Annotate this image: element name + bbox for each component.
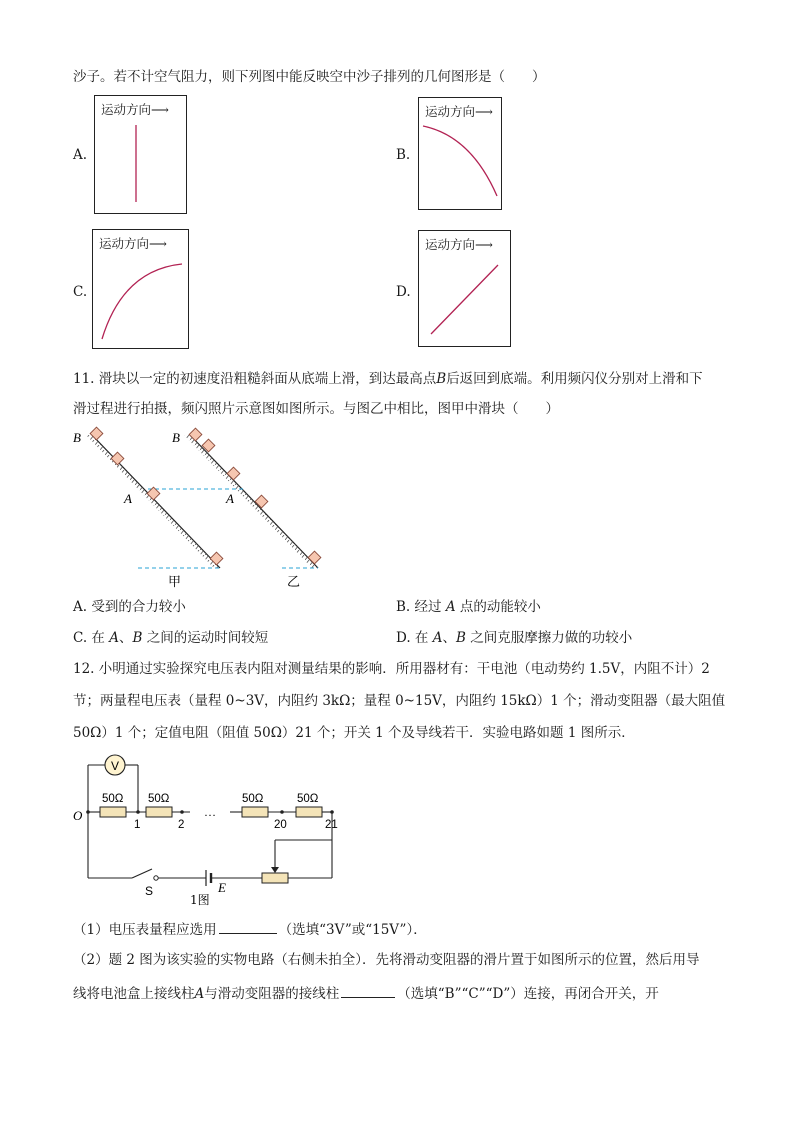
ellipsis: … xyxy=(204,805,216,819)
arrow-right-icon: ⟶ xyxy=(151,102,169,117)
resistor-label: 50Ω xyxy=(297,793,319,805)
node-label: 2 xyxy=(178,819,185,831)
motion-direction-label: 运动方向⟶ xyxy=(99,236,167,251)
q12-line2: 节；两量程电压表（量程 0~3V，内阻约 3kΩ；量程 0~15V，内阻约 15kΩ）1 个；滑动变阻器（最大阻值 xyxy=(73,693,726,709)
label-a-left: A xyxy=(124,491,132,506)
q10-option-a-letter: A. xyxy=(73,147,88,163)
q10-option-c-figure xyxy=(92,229,189,349)
q11-incline-figure xyxy=(70,425,330,593)
q12-sub2-line1: （2）题 2 图为该实验的实物电路（右侧未拍全）．先将滑动变阻器的滑片置于如图所示的位置，然后用导 xyxy=(73,952,700,968)
q10-option-d-letter: D. xyxy=(396,284,411,300)
label-a-right: A xyxy=(226,491,234,506)
q10-intro: 沙子。若不计空气阻力，则下列图中能反映空中沙子排列的几何图形是（ ） xyxy=(73,69,546,85)
q11-option-c: C. 在 A、B 之间的运动时间较短 xyxy=(73,630,269,646)
sand-line-diagonal xyxy=(431,265,498,334)
q10-option-b-letter: B. xyxy=(396,147,411,163)
q10-option-c-letter: C. xyxy=(73,284,88,300)
q12-sub1: （1）电压表量程应选用 （选填“3V”或“15V”）． xyxy=(73,919,427,939)
sand-curve-down xyxy=(423,126,497,196)
sand-curve-up xyxy=(102,264,182,339)
switch-label: S xyxy=(145,884,154,898)
q11-line2: 滑过程进行拍摄，频闪照片示意图如图所示。与图乙中相比，图甲中滑块（ ） xyxy=(73,401,559,417)
answer-blank-1[interactable] xyxy=(219,919,277,934)
answer-blank-2[interactable] xyxy=(341,983,395,998)
node-label: 20 xyxy=(274,819,287,831)
q11-option-b: B. 经过 A 点的动能较小 xyxy=(396,599,541,615)
node-label: 1 xyxy=(134,819,141,831)
resistor xyxy=(296,807,322,817)
battery-label: E xyxy=(218,880,226,895)
q12-line3: 50Ω）1 个；定值电阻（阻值 50Ω）21 个；开关 1 个及导线若干．实验电路如题 1 图所示． xyxy=(73,725,635,741)
q10-option-d-figure xyxy=(418,230,511,347)
q11-option-d: D. 在 A、B 之间克服摩擦力做的功较小 xyxy=(396,630,633,646)
resistor xyxy=(146,807,172,817)
q12-sub2-line2: 线将电池盒上接线柱A与滑动变阻器的接线柱 （选填“B”“C”“D”）连接，再闭合开关，开 xyxy=(73,983,659,1003)
q12-line1: 12. 小明通过实验探究电压表内阻对测量结果的影响．所用器材有：干电池（电动势约 1.5V，内阻不计）2 xyxy=(73,661,710,677)
q11-option-a: A. 受到的合力较小 xyxy=(73,599,186,615)
node-label: 21 xyxy=(325,819,338,831)
q11-line1: 11. 滑块以一定的初速度沿粗糙斜面从底端上滑，到达最高点B后返回到底端。利用频闪仪分别对上滑和下 xyxy=(73,371,703,387)
resistor-label: 50Ω xyxy=(148,793,170,805)
motion-direction-label: 运动方向⟶ xyxy=(425,104,493,119)
resistor-label: 50Ω xyxy=(242,793,264,805)
motion-direction-label: 运动方向⟶ xyxy=(425,237,493,252)
resistor-label: 50Ω xyxy=(102,793,124,805)
rheostat xyxy=(262,873,288,883)
resistor xyxy=(242,807,268,817)
voltmeter-label: V xyxy=(111,759,120,773)
switch-icon xyxy=(132,869,152,878)
circuit-caption: 1图 xyxy=(190,893,210,907)
label-b-right: B xyxy=(172,430,180,445)
q12-circuit-diagram xyxy=(70,750,340,910)
arrow-right-icon: ⟶ xyxy=(149,236,167,251)
label-b-left: B xyxy=(73,430,81,445)
motion-direction-label: 运动方向⟶ xyxy=(101,102,169,117)
caption-jia: 甲 xyxy=(168,575,182,590)
q10-option-a-figure xyxy=(94,95,187,214)
caption-yi: 乙 xyxy=(287,575,301,590)
q10-option-b-figure xyxy=(418,97,502,210)
arrow-right-icon: ⟶ xyxy=(475,237,493,252)
resistor xyxy=(100,807,126,817)
arrow-right-icon: ⟶ xyxy=(475,104,493,119)
node-o-label: O xyxy=(73,808,83,823)
